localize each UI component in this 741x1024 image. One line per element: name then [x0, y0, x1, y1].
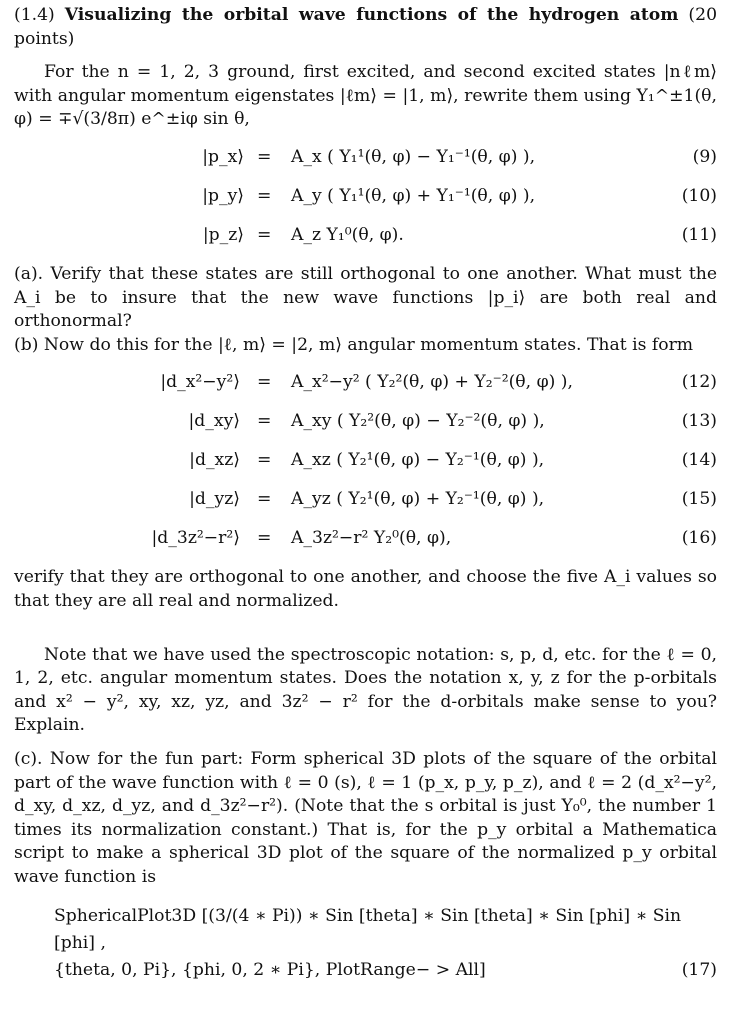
problem-number: (1.4) — [14, 5, 55, 25]
part-b-paragraph: (b) Now do this for the |ℓ, m⟩ = |2, m⟩ angular momentum states. That is form — [14, 334, 694, 355]
equation-rhs: A_z Y₁⁰(θ, φ). — [291, 224, 404, 245]
equation-lhs: |d_xz⟩ — [189, 450, 240, 471]
equation-rhs: A_y ( Y₁¹(θ, φ) + Y₁⁻¹(θ, φ) ), — [291, 185, 536, 206]
equation-relation: = — [257, 224, 272, 245]
equation-row — [14, 480, 717, 519]
equation-number: (10) — [681, 185, 717, 206]
equation-lhs: |d_yz⟩ — [189, 489, 240, 510]
equation-row — [14, 138, 717, 177]
equation-number: (17) — [681, 960, 717, 981]
equation-rhs: A_xy ( Y₂²(θ, φ) − Y₂⁻²(θ, φ) ), — [291, 411, 545, 432]
equation-lhs: |p_x⟩ — [202, 146, 244, 167]
problem-page — [14, 4, 717, 984]
equation-lhs: |d_xy⟩ — [188, 411, 240, 432]
d-orbital-equations — [14, 363, 717, 558]
equation-row — [14, 363, 717, 402]
equation-number: (11) — [681, 224, 717, 245]
part-b-end-paragraph: verify that they are orthogonal to one another, and choose the five A_i values so that they are all real and normalized. — [14, 567, 717, 611]
equation-rhs: A_xz ( Y₂¹(θ, φ) − Y₂⁻¹(θ, φ) ), — [291, 450, 545, 471]
equation-number: (12) — [681, 372, 717, 393]
equation-number: (15) — [681, 489, 717, 510]
equation-row — [14, 519, 717, 558]
note-paragraph: Note that we have used the spectroscopic notation: s, p, d, etc. for the ℓ = 0, 1, 2, etc. angular momentum states. Does the notation x, y, z for the p-orbitals and x² − y², xy, xz, yz, and 3z² − r² for the d-orbitals make sense to you? Explain. — [14, 644, 717, 736]
equation-number: (9) — [692, 146, 717, 167]
equation-relation: = — [257, 489, 272, 510]
equation-relation: = — [257, 185, 272, 206]
equation-row — [14, 441, 717, 480]
equation-relation: = — [257, 528, 272, 549]
mathematica-code — [14, 903, 717, 984]
equation-number: (14) — [681, 450, 717, 471]
code-line-1: SphericalPlot3D [(3/(4 ∗ Pi)) ∗ Sin [theta] ∗ Sin [theta] ∗ Sin [phi] ∗ Sin [phi] , — [54, 906, 682, 954]
intro-paragraph: For the n = 1, 2, 3 ground, first excited, and second excited states |nℓm⟩ with angular momentum eigenstates |ℓm⟩ = |1, m⟩, rewrite them using Y₁^±1(θ, φ) = ∓√(3/8π) e^±iφ sin θ, — [14, 62, 717, 130]
equation-number: (16) — [681, 528, 717, 549]
equation-relation: = — [257, 450, 272, 471]
equation-rhs: A_3z²−r² Y₂⁰(θ, φ), — [291, 528, 452, 549]
equation-relation: = — [257, 411, 272, 432]
problem-title: Visualizing the orbital wave functions of the hydrogen atom — [64, 5, 679, 25]
equation-row — [14, 177, 717, 216]
equation-row — [14, 402, 717, 441]
equation-rhs: A_yz ( Y₂¹(θ, φ) + Y₂⁻¹(θ, φ) ), — [291, 489, 545, 510]
equation-lhs: |d_x²−y²⟩ — [160, 372, 240, 393]
p-orbital-equations — [14, 138, 717, 255]
equation-lhs: |d_3z²−r²⟩ — [151, 528, 240, 549]
equation-row — [14, 216, 717, 255]
part-a-paragraph: (a). Verify that these states are still orthogonal to one another. What must the A_i be to insure that the new wave functions |p_i⟩ are both real and orthonormal? — [14, 263, 717, 332]
equation-rhs: A_x ( Y₁¹(θ, φ) − Y₁⁻¹(θ, φ) ), — [291, 146, 536, 167]
problem-heading — [14, 4, 717, 51]
equation-relation: = — [257, 372, 272, 393]
equation-rhs: A_x²−y² ( Y₂²(θ, φ) + Y₂⁻²(θ, φ) ), — [291, 372, 573, 393]
equation-relation: = — [257, 146, 272, 167]
code-line-2: {theta, 0, Pi}, {phi, 0, 2 ∗ Pi}, PlotRange− > All] — [54, 960, 486, 981]
part-c-paragraph: (c). Now for the fun part: Form spherical 3D plots of the square of the orbital part of the wave function with ℓ = 0 (s), ℓ = 1 (p_x, p_y, p_z), and ℓ = 2 (d_x²−y², d_xy, d_xz, d_yz, and d_3z²−r²). (Note that the s orbital is just Y₀⁰, the number 1 times its normalization constant.) That is, for the p_y orbital a Mathematica script to make a spherical 3D plot of the square of the normalized p_y orbital wave function is — [14, 748, 717, 887]
problem-points: (20 points) — [14, 5, 717, 49]
equation-lhs: |p_z⟩ — [202, 224, 244, 245]
equation-lhs: |p_y⟩ — [202, 185, 244, 206]
equation-number: (13) — [681, 411, 717, 432]
